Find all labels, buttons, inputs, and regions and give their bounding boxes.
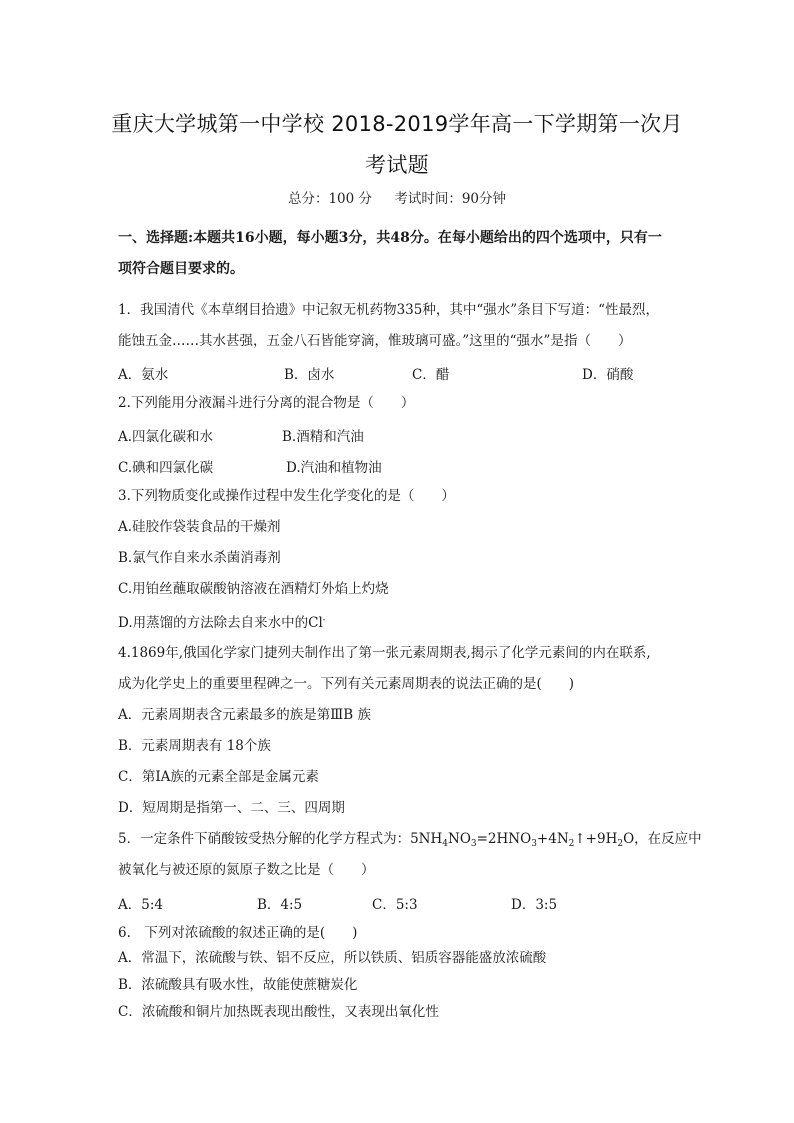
q2-option-c: C.碘和四氯化碳 [118, 460, 214, 476]
q3-option-b: B.氯气作自来水杀菌消毒剂 [118, 550, 281, 566]
section-heading-line1: 一、选择题:本题共16小题，每小题3分，共48分。在每小题给出的四个选项中，只有一 [118, 230, 662, 246]
q5-option-b: B．4:5 [257, 897, 303, 913]
q5-eq-part2: NO [448, 831, 471, 847]
q4-option-a: A．元素周期表含元素最多的族是第ⅢB 族 [118, 707, 371, 723]
q5-option-a: A．5:4 [118, 897, 163, 913]
exam-time: 考试时间：90分钟 [394, 191, 507, 207]
q5-eq-part3: =2HNO [476, 831, 532, 847]
q5-sub4: 2 [568, 839, 575, 849]
q5-stem-prefix: 5．一定条件下硝酸铵受热分解的化学方程式为：5NH [118, 831, 443, 847]
q6-option-c: C．浓硫酸和铜片加热既表现出酸性，又表现出氧化性 [118, 1004, 439, 1020]
q1-stem-line1: 1．我国清代《本草纲目拾遗》中记叙无机药物335种，其中“强水”条目下写道：“性最烈， [118, 302, 660, 318]
q5-eq-part5: ↑+9H [574, 831, 618, 847]
q2-option-b: B.酒精和汽油 [282, 429, 364, 445]
q6-option-a: A．常温下，浓硫酸与铁、铝不反应，所以铁质、铝质容器能盛放浓硫酸 [118, 950, 547, 966]
q4-option-c: C．第ⅠA族的元素全部是金属元素 [118, 769, 319, 785]
q2-option-d: D.汽油和植物油 [286, 460, 382, 476]
q6-stem: 6. 下列对浓硫酸的叙述正确的是( ) [118, 925, 358, 941]
q3-option-d-line [118, 611, 325, 632]
q1-stem-line2: 能蚀五金……其水甚强，五金八石皆能穿滴，惟玻璃可盛。”这里的“强水”是指（ ） [118, 333, 632, 349]
q5-option-c: C．5:3 [372, 897, 418, 913]
q2-stem: 2.下列能用分液漏斗进行分离的混合物是（ ） [118, 395, 415, 411]
q5-eq-part4: +4N [536, 831, 569, 847]
exam-title-line1: 重庆大学城第一中学校 2018-2019学年高一下学期第一次月 [111, 112, 683, 136]
q1-option-d: D．硝酸 [582, 367, 634, 383]
q3-option-c: C.用铂丝蘸取碳酸钠溶液在酒精灯外焰上灼烧 [118, 581, 389, 597]
q5-eq-part6: O，在反应中 [623, 831, 702, 847]
q3-option-d: D.用蒸馏的方法除去自来水中的Cl [118, 615, 323, 631]
exam-title-line2: 考试题 [365, 153, 429, 177]
q3-stem: 3.下列物质变化或操作过程中发生化学变化的是（ ） [118, 488, 455, 504]
q5-sub2: 3 [470, 839, 477, 849]
q1-option-a: A．氨水 [118, 367, 169, 383]
q5-option-d: D．3:5 [511, 897, 558, 913]
q2-option-a: A.四氯化碳和水 [118, 429, 214, 445]
q3-option-a: A.硅胶作袋装食品的干燥剂 [118, 519, 281, 535]
q6-option-b: B．浓硫酸具有吸水性，故能使蔗糖炭化 [118, 977, 358, 993]
total-score: 总分：100 分 [287, 191, 373, 207]
q1-option-c: C．醋 [412, 367, 450, 383]
section-heading-line2: 项符合题目要求的。 [118, 261, 244, 277]
q4-stem-line1: 4.1869年,俄国化学家门捷列夫制作出了第一张元素周期表,揭示了化学元素间的内在联系, [118, 645, 651, 661]
q1-option-b: B．卤水 [284, 367, 335, 383]
q5-stem-line2: 被氧化与被还原的氮原子数之比是（ ） [118, 862, 375, 878]
q4-option-b: B．元素周期表有 18个族 [118, 738, 271, 754]
q5-sub5: 2 [617, 839, 624, 849]
q4-option-d: D．短周期是指第一、二、三、四周期 [118, 800, 345, 816]
q4-stem-line2: 成为化学史上的重要里程碑之一。下列有关元素周期表的说法正确的是( ) [118, 676, 575, 692]
q5-sub3: 3 [531, 839, 537, 849]
q5-stem-line1 [118, 830, 702, 853]
exam-meta [0, 187, 794, 207]
q5-sub1: 4 [442, 839, 448, 849]
q3-option-d-charge: - [322, 615, 326, 624]
